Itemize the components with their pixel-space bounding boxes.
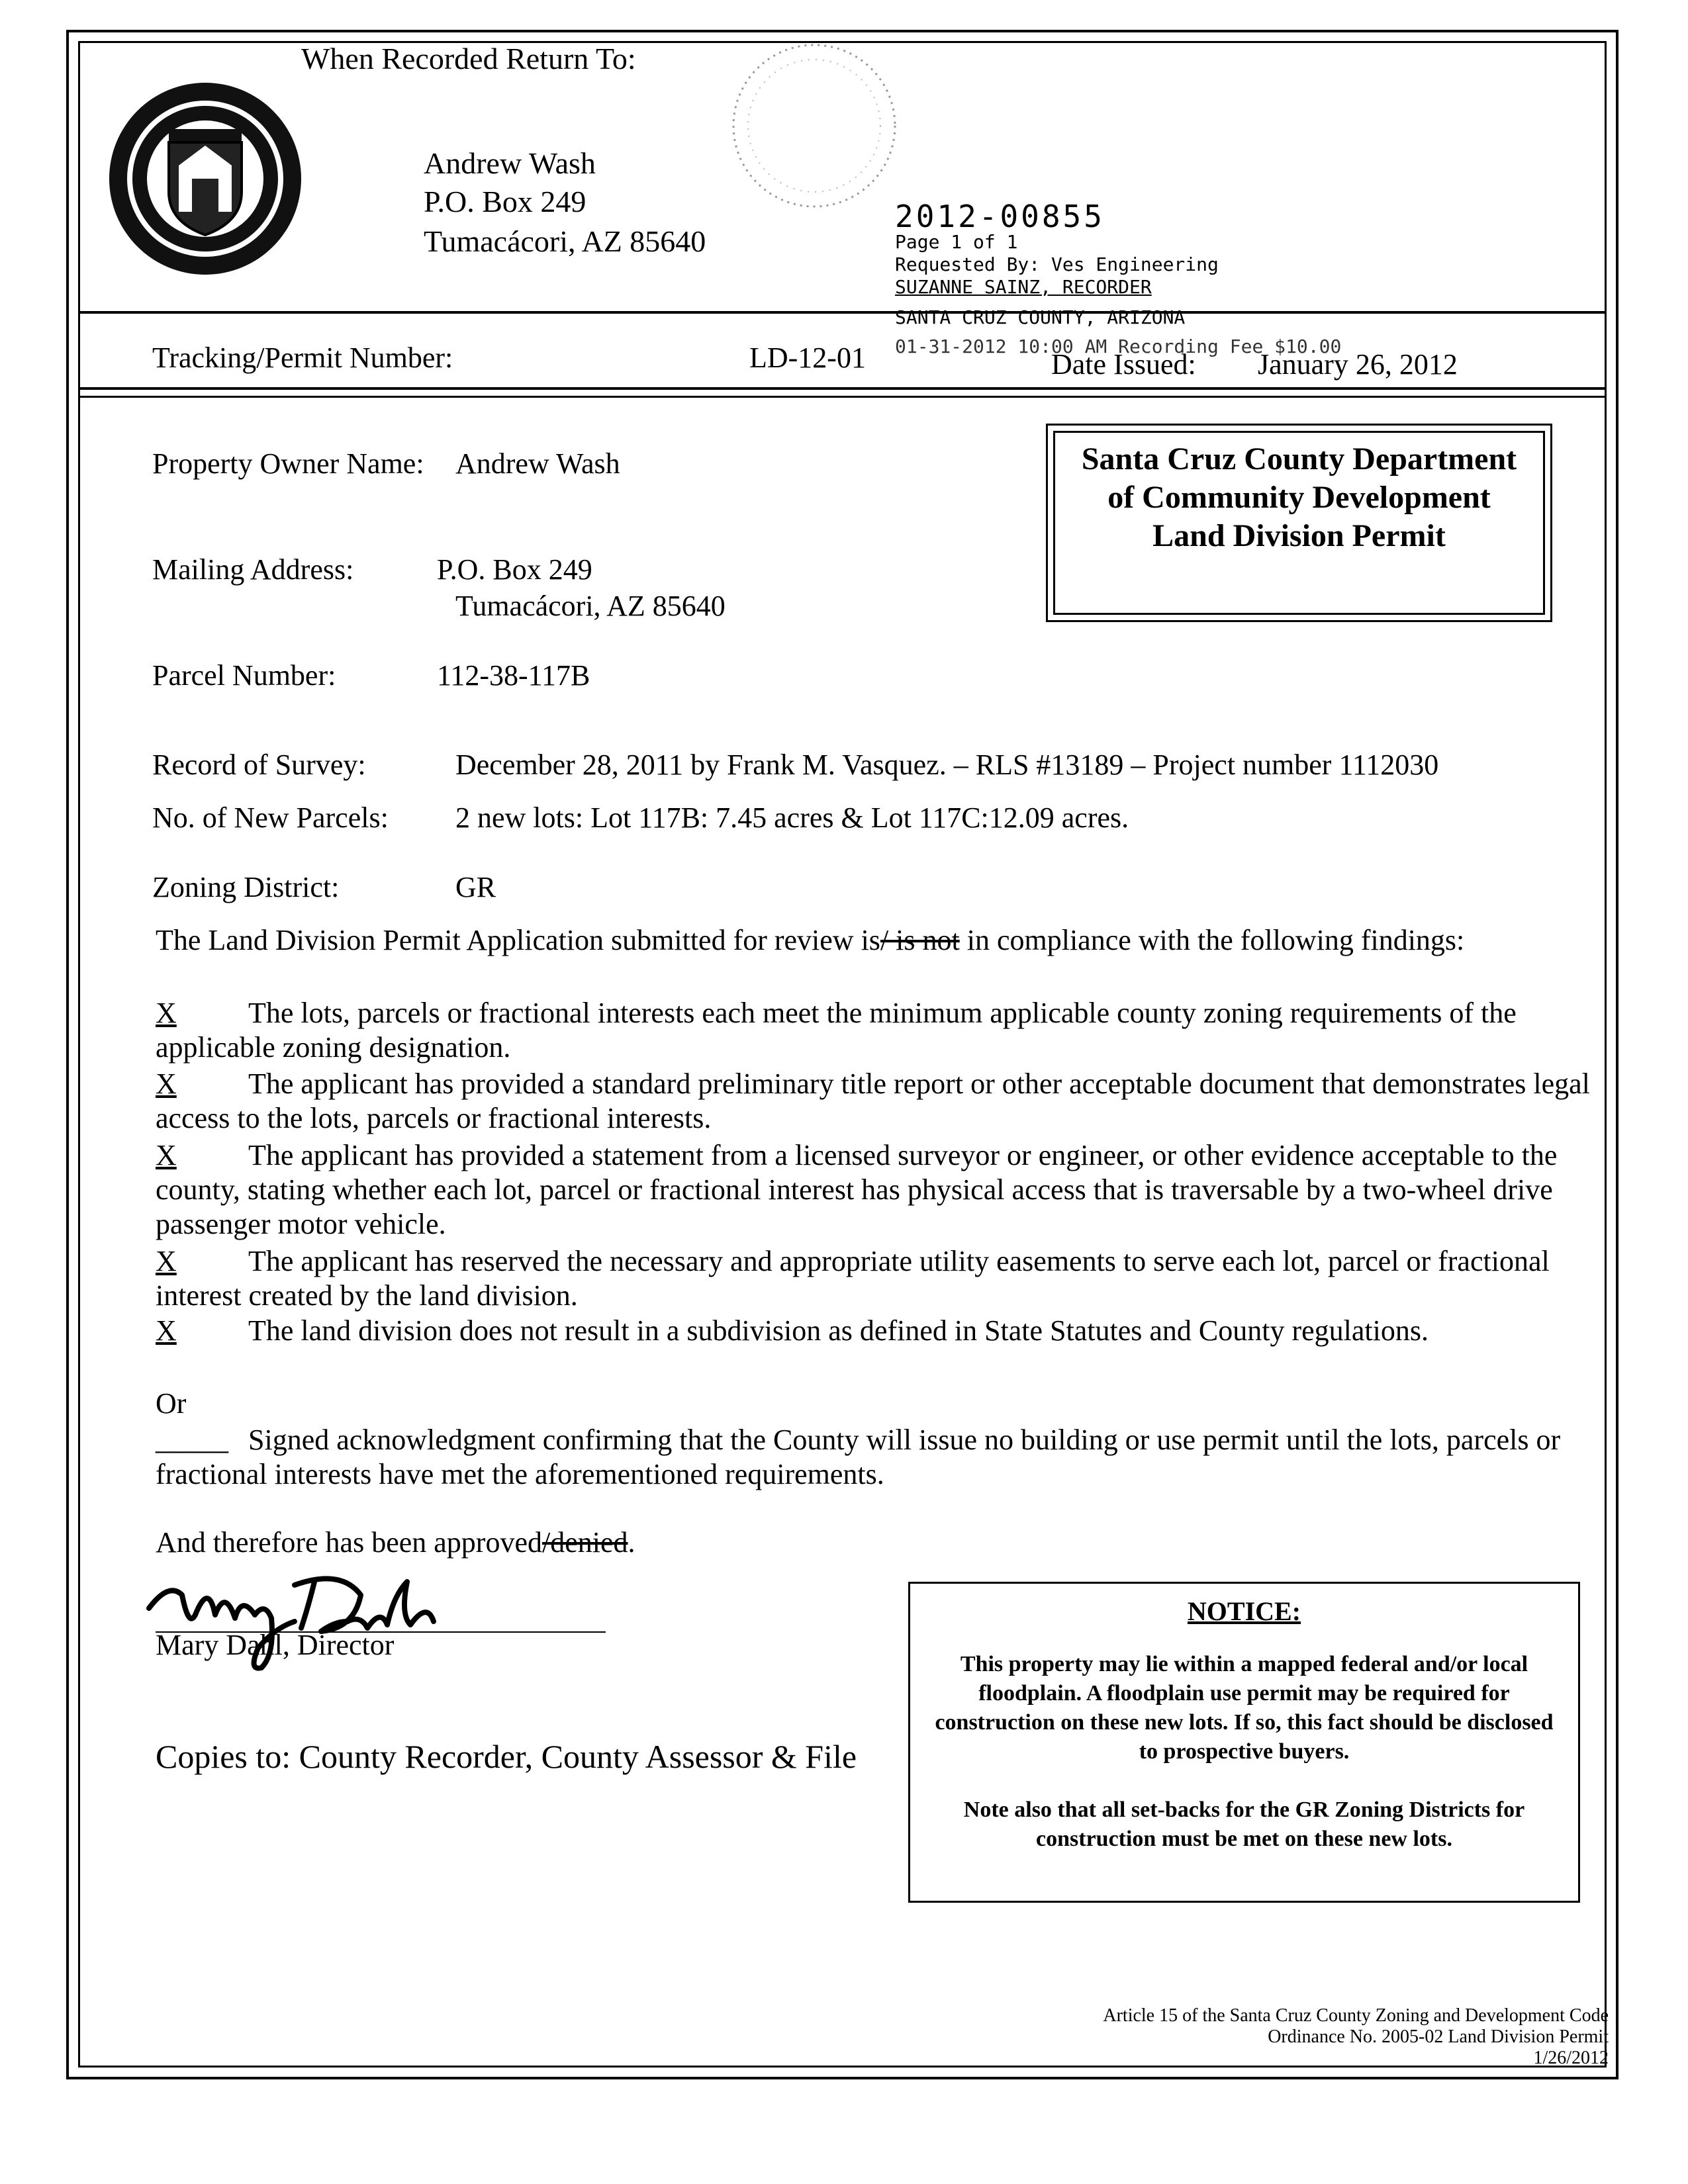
finding-item [156,1314,1592,1348]
approval-text-a: And therefore has been approved [156,1526,542,1559]
recording-county: SANTA CRUZ COUNTY, ARIZONA [895,306,1186,328]
acknowledgment-text: Signed acknowledgment confirming that the County will issue no building or use permit until the lots, parcels or fractional interests have met the aforementioned requirements. [156,1424,1561,1490]
mailing-value-1: P.O. Box 249 [437,553,592,586]
return-address-2: Tumacácori, AZ 85640 [424,224,706,258]
department-line-3: Land Division Permit [1152,518,1446,553]
recorder-stamp-icon [725,40,904,215]
department-line-1: Santa Cruz County Department [1081,441,1517,477]
compliance-intro-a: The Land Division Permit Application submitted for review is [156,924,880,956]
or-label: Or [156,1387,187,1420]
finding-item [156,1244,1592,1313]
finding-text: The applicant has provided a standard preliminary title report or other acceptable document that demonstrates legal access to the lots, parcels or fractional interests. [156,1068,1590,1134]
header-divider [78,311,1607,314]
finding-mark: X [156,1245,177,1277]
recording-requested-by: Requested By: Ves Engineering [895,253,1219,275]
owner-label: Property Owner Name: [152,447,424,480]
finding-text: The applicant has reserved the necessary and appropriate utility easements to serve each lot, parcel or fractional interest created by the land division. [156,1245,1550,1312]
tracking-value: LD-12-01 [749,341,866,374]
recording-doc-number: 2012-00855 [895,199,1105,234]
department-line-2: of Community Development [1107,480,1491,515]
footer-line-3: 1/26/2012 [1533,2048,1609,2068]
footer-citation [1103,2005,1609,2069]
mailing-label: Mailing Address: [152,553,354,586]
return-to-label: When Recorded Return To: [301,42,636,75]
parcel-value: 112-38-117B [437,659,590,692]
date-issued-label: Date Issued: [1051,348,1196,381]
return-name: Andrew Wash [424,146,596,180]
acknowledgment-blank: _____ [156,1424,228,1456]
copies-to: Copies to: County Recorder, County Assessor & File [156,1738,857,1775]
survey-value: December 28, 2011 by Frank M. Vasquez. – RLS #13189 – Project number 1112030 [455,749,1439,781]
recording-page: Page 1 of 1 [895,231,1018,253]
finding-text: The applicant has provided a statement from a licensed surveyor or engineer, or other evidence acceptable to the county, stating whether each lot, parcel or fractional interest has physical access that is traversable by a two-wheel drive passenger motor vehicle. [156,1139,1558,1240]
survey-label: Record of Survey: [152,749,366,781]
notice-title: NOTICE: [1187,1596,1301,1626]
finding-text: The lots, parcels or fractional interests each meet the minimum applicable county zoning requirements of the applicable zoning designation. [156,997,1517,1064]
notice-floodplain-text: This property may lie within a mapped federal and/or local floodplain. A floodplain use permit may be required for construction on these new lots. If so, this fact should be disclosed to prospective buyers. [935,1652,1554,1764]
signer-name-title: Mary Dahl, Director [156,1629,395,1661]
approval-struck: /denied [541,1526,628,1559]
recording-timestamp: 01-31-2012 10:00 AM Recording Fee $10.00 [895,336,1342,357]
compliance-intro-b: in compliance with the following findings: [959,924,1465,956]
finding-mark: X [156,1139,177,1171]
mailing-value-2: Tumacácori, AZ 85640 [455,590,726,622]
tracking-divider-1 [78,387,1607,390]
footer-line-2: Ordinance No. 2005-02 Land Division Permit [1268,2026,1609,2047]
new-parcels-value: 2 new lots: Lot 117B: 7.45 acres & Lot 117C:12.09 acres. [455,801,1129,834]
approval-text-b: . [628,1526,635,1559]
finding-text: The land division does not result in a subdivision as defined in State Statutes and County regulations. [248,1314,1429,1347]
recording-recorder: SUZANNE SAINZ, RECORDER [895,276,1152,298]
finding-item [156,1138,1592,1242]
owner-value: Andrew Wash [455,447,620,480]
finding-mark: X [156,1314,177,1347]
parcel-label: Parcel Number: [152,659,336,692]
acknowledgment-item [156,1423,1592,1492]
finding-item [156,996,1592,1065]
notice-setback-text: Note also that all set-backs for the GR Zoning Districts for construction must be met on these new lots. [963,1797,1525,1851]
finding-mark: X [156,1068,177,1100]
department-title-box [1046,424,1552,622]
return-address-1: P.O. Box 249 [424,185,586,218]
department-title [1048,440,1550,555]
footer-line-1: Article 15 of the Santa Cruz County Zoning and Development Code [1103,2005,1609,2026]
compliance-intro [156,923,1592,958]
notice-box [908,1582,1580,1903]
finding-item [156,1067,1592,1136]
tracking-label: Tracking/Permit Number: [152,341,453,374]
new-parcels-label: No. of New Parcels: [152,801,389,834]
zoning-label: Zoning District: [152,871,340,903]
compliance-intro-struck: / is not [880,924,960,956]
tracking-divider-2 [78,396,1607,398]
county-seal-icon [106,79,305,281]
finding-mark: X [156,997,177,1029]
zoning-value: GR [455,871,496,903]
date-issued-value: January 26, 2012 [1258,348,1458,381]
